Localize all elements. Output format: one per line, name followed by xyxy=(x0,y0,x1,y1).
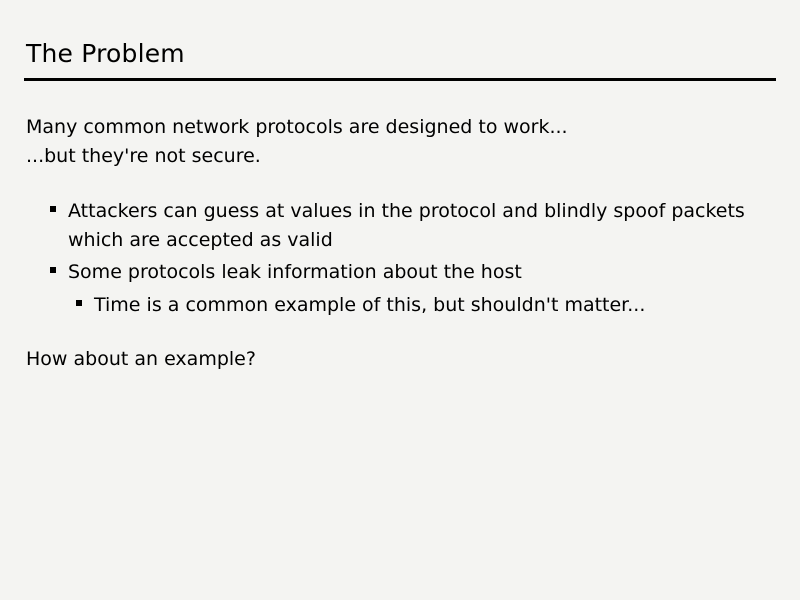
slide-body xyxy=(24,113,776,374)
bullet-marker-icon xyxy=(50,267,56,273)
list-item xyxy=(26,258,748,287)
list-item xyxy=(26,197,748,254)
bullet-marker-icon xyxy=(76,300,82,306)
bullet-list xyxy=(26,197,776,319)
list-item-label: Attackers can guess at values in the protocol and blindly spoof packets which are accepted as valid xyxy=(68,200,745,251)
lead-line-1: Many common network protocols are designed to work... xyxy=(26,115,568,138)
title-divider xyxy=(24,78,776,81)
lead-line-2: ...but they're not secure. xyxy=(26,144,261,167)
list-item xyxy=(26,291,776,320)
bullet-marker-icon xyxy=(50,206,56,212)
list-item-label: Some protocols leak information about the host xyxy=(68,261,522,284)
list-item-label: Time is a common example of this, but shouldn't matter... xyxy=(94,293,646,316)
page-title: The Problem xyxy=(26,39,185,68)
closing-line: How about an example? xyxy=(26,348,256,371)
